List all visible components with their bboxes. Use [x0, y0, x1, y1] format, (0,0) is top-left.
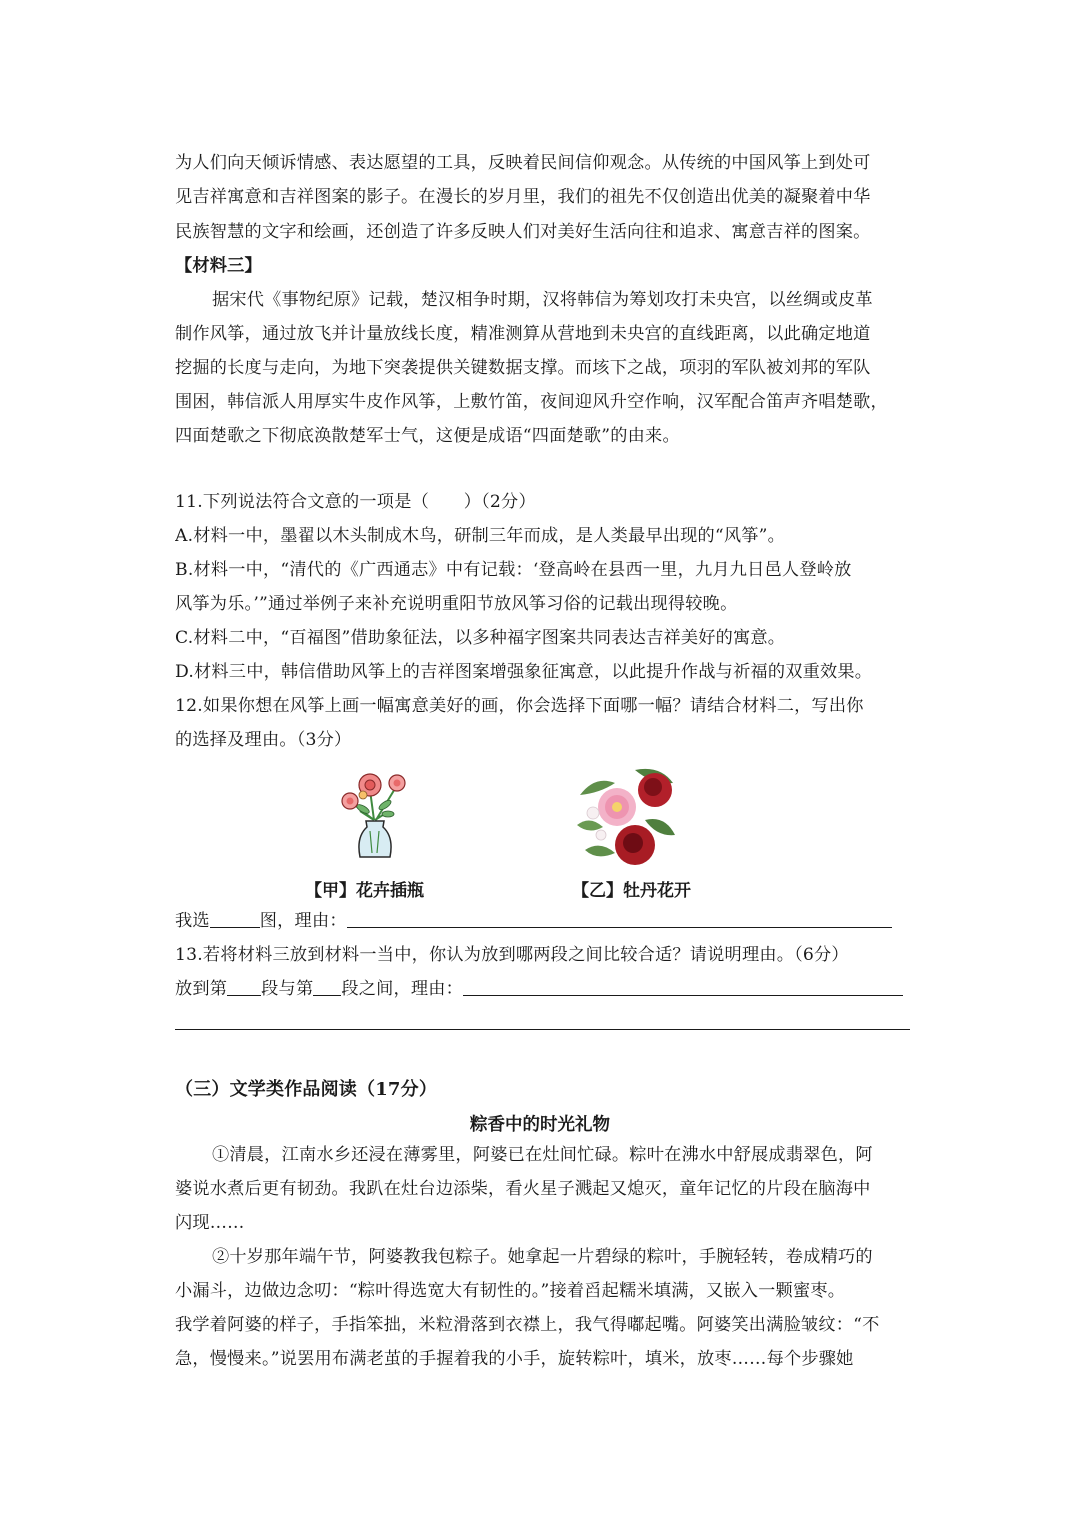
q12-choice-blank[interactable] — [210, 909, 260, 928]
q13-reason-blank[interactable] — [463, 977, 903, 996]
intro-line-1: 为人们向天倾诉情感、表达愿望的工具，反映着民间信仰观念。从传统的中国风筝上到处可 — [175, 153, 871, 173]
q12-answer-prefix: 我选 — [175, 911, 210, 931]
q12-stem-line-2: 的选择及理由。（3分） — [175, 730, 352, 750]
figure-a-caption: 【甲】花卉插瓶 — [305, 881, 424, 901]
q13-answer-mid2: 段之间，理由： — [341, 979, 464, 999]
section3-heading: （三）文学类作品阅读（17分） — [175, 1079, 438, 1100]
q13-second-paragraph-blank[interactable] — [313, 977, 341, 996]
story-para2-line-2: 小漏斗，边做边念叨：“粽叶得选宽大有韧性的。”接着舀起糯米填满，又嵌入一颗蜜枣。 — [175, 1281, 846, 1301]
q11-option-a: A.材料一中，墨翟以木头制成木鸟，研制三年而成，是人类最早出现的“风筝”。 — [175, 526, 786, 546]
story-para2-line-4: 急，慢慢来。”说罢用布满老茧的手握着我的小手，旋转粽叶，填米，放枣……每个步骤她 — [175, 1349, 854, 1369]
q12-reason-blank[interactable] — [347, 909, 892, 928]
story-para2-line-3: 我学着阿婆的样子，手指笨拙，米粒滑落到衣襟上，我气得嘟起嘴。阿婆笑出满脸皱纹：“不 — [175, 1315, 880, 1335]
story-para2-line-1: ②十岁那年端午节，阿婆教我包粽子。她拿起一片碧绿的粽叶，手腕轻转，卷成精巧的 — [212, 1247, 873, 1267]
q13-answer-row — [175, 977, 915, 1001]
material3-line-3: 挖掘的长度与走向，为地下突袭提供关键数据支撑。而垓下之战，项羽的军队被刘邦的军队 — [175, 358, 871, 378]
q13-answer-mid1: 段与第 — [261, 979, 314, 999]
q13-stem: 13.若将材料三放到材料一当中，你认为放到哪两段之间比较合适？请说明理由。（6分） — [175, 945, 849, 965]
intro-line-2: 见吉祥寓意和吉祥图案的影子。在漫长的岁月里，我们的祖先不仅创造出优美的凝聚着中华 — [175, 187, 871, 207]
story-title: 粽香中的时光礼物 — [470, 1115, 610, 1135]
story-para1-line-2: 婆说水煮后更有韧劲。我趴在灶台边添柴，看火星子溅起又熄灭，童年记忆的片段在脑海中 — [175, 1179, 871, 1199]
q11-option-d: D.材料三中，韩信借助风筝上的吉祥图案增强象征寓意，以此提升作战与祈福的双重效果。 — [175, 662, 873, 682]
material3-line-4: 围困，韩信派人用厚实牛皮作风筝，上敷竹笛，夜间迎风升空作响，汉军配合笛声齐唱楚歌， — [175, 392, 888, 412]
story-para1-line-3: 闪现…… — [175, 1213, 245, 1233]
flower-vase-illustration — [330, 765, 420, 865]
q12-stem-line-1: 12.如果你想在风筝上画一幅寓意美好的画，你会选择下面哪一幅？请结合材料二，写出你 — [175, 696, 864, 716]
material3-line-5: 四面楚歌之下彻底涣散楚军士气，这便是成语“四面楚歌”的由来。 — [175, 426, 680, 446]
figure-b-caption: 【乙】牡丹花开 — [572, 881, 691, 901]
q11-option-b-line-1: B.材料一中，“清代的《广西通志》中有记载：‘登高岭在县西一里，九月九日邑人登岭放 — [175, 560, 852, 580]
material3-line-2: 制作风筝，通过放飞并计量放线长度，精准测算从营地到未央宫的直线距离，以此确定地道 — [175, 324, 871, 344]
q11-option-b-line-2: 风筝为乐。’”通过举例子来补充说明重阳节放风筝习俗的记载出现得较晚。 — [175, 594, 738, 614]
q13-answer-prefix: 放到第 — [175, 979, 228, 999]
material3-heading: 【材料三】 — [175, 256, 262, 276]
q12-answer-middle: 图，理由： — [259, 911, 347, 931]
material3-line-1: 据宋代《事物纪原》记载，楚汉相争时期，汉将韩信为筹划攻打未央宫，以丝绸或皮革 — [212, 290, 873, 310]
intro-line-3: 民族智慧的文字和绘画，还创造了许多反映人们对美好生活向往和追求、寓意吉祥的图案。 — [175, 222, 871, 242]
q11-stem: 11.下列说法符合文意的一项是（ ）（2分） — [175, 492, 536, 512]
q12-answer-row — [175, 909, 915, 933]
q13-extra-answer-line[interactable] — [175, 1029, 910, 1030]
peony-illustration — [575, 765, 677, 865]
story-para1-line-1: ①清晨，江南水乡还浸在薄雾里，阿婆已在灶间忙碌。粽叶在沸水中舒展成翡翠色，阿 — [212, 1145, 873, 1165]
q11-option-c: C.材料二中，“百福图”借助象征法，以多种福字图案共同表达吉祥美好的寓意。 — [175, 628, 786, 648]
q13-first-paragraph-blank[interactable] — [227, 977, 261, 996]
